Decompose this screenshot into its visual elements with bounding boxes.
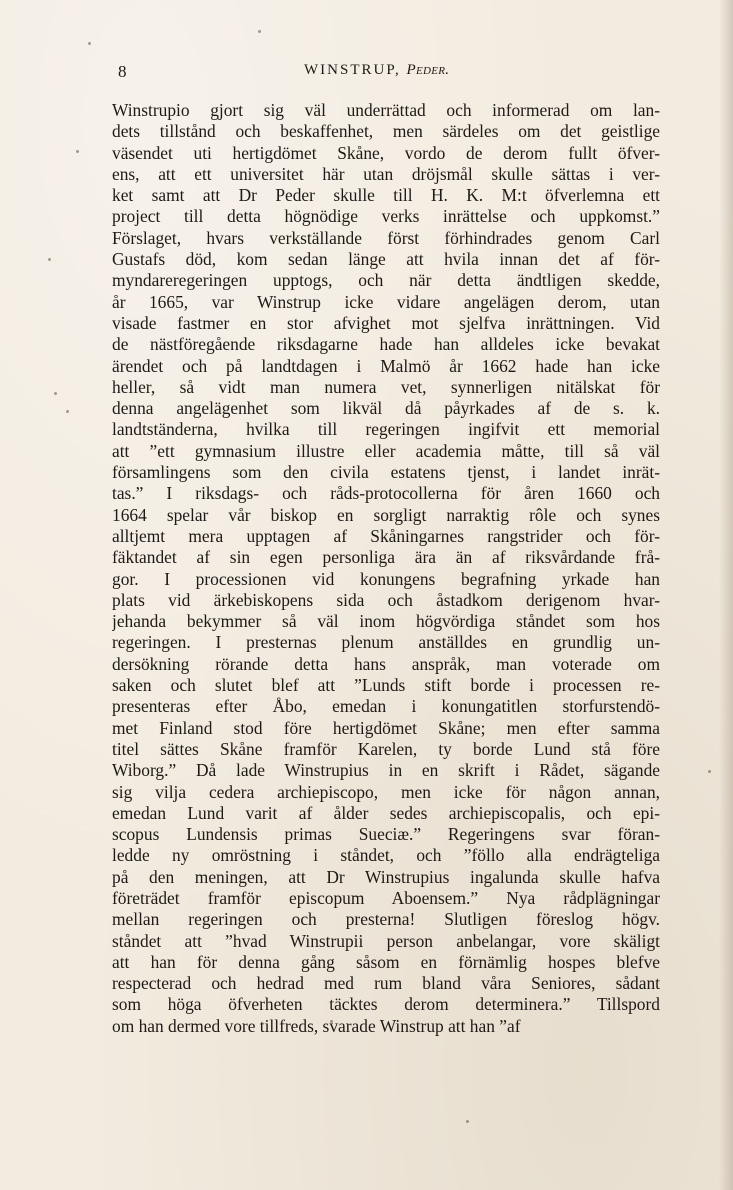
text-line: mellan regeringen och presterna! Slutligen föreslog högv. <box>112 909 660 930</box>
text-line: denna angelägenhet som likväl då påyrkades af de s. k. <box>112 398 660 419</box>
text-line: alltjemt mera upptagen af Skåningarnes rangstrider och för- <box>112 525 660 546</box>
paper-speck <box>48 258 51 261</box>
text-line: regeringen. I presternas plenum anställdes en grundlig un- <box>112 632 660 653</box>
text-line: på den meningen, att Dr Winstrupius ingalunda skulle hafva <box>112 866 660 887</box>
text-line: gor. I processionen vid konungens begrafning yrkade han <box>112 568 660 589</box>
text-line: att ”ett gymnasium illustre eller academia måtte, till så väl <box>112 440 660 461</box>
header-subtitle: Peder. <box>406 62 450 78</box>
text-line: Gustafs död, kom sedan länge att hvila innan det af för- <box>112 249 660 270</box>
paper-speck <box>466 1120 469 1123</box>
text-line: titel sättes Skåne framför Karelen, ty borde Lund stå före <box>112 738 660 759</box>
text-line: dets tillstånd och beskaffenhet, men särdeles om det geistlige <box>112 121 660 142</box>
paper-speck <box>66 410 69 413</box>
text-line: presenteras efter Åbo, emedan i konungatitlen storfurstendö- <box>112 696 660 717</box>
text-line: tas.” I riksdags- och råds-protocollerna för åren 1660 och <box>112 483 660 504</box>
text-line: Winstrupio gjort sig väl underrättad och informerad om lan- <box>112 100 660 120</box>
text-line: år 1665, var Winstrup icke vidare angelägen derom, utan <box>112 291 660 312</box>
text-line: som höga öfverheten täcktes derom determinera.” Tillspord <box>112 994 660 1015</box>
body-text <box>112 100 660 1037</box>
text-line: fäktandet af sin egen personliga ära än af riksvårdande frå- <box>112 547 660 568</box>
text-line: myndareregeringen upptogs, och när detta ändtligen skedde, <box>112 270 660 291</box>
text-line: ståndet att ”hvad Winstrupii person anbelangar, vore skäligt <box>112 930 660 951</box>
text-line: saken och slutet blef att ”Lunds stift borde i processen re- <box>112 675 660 696</box>
paper-speck <box>54 392 57 395</box>
text-line: plats vid ärkebiskopens sida och åstadkom derigenom hvar- <box>112 589 660 610</box>
text-line: heller, så vidt man numera vet, synnerligen nitälskat för <box>112 376 660 397</box>
text-line: project till detta högnödige verks inrättelse och uppkomst.” <box>112 206 660 227</box>
text-line: landtständerna, hvilka till regeringen ingifvit ett memorial <box>112 419 660 440</box>
paper-speck <box>330 1020 333 1023</box>
text-line: visade fastmer en stor afvighet mot sjelfva inrättningen. Vid <box>112 312 660 333</box>
text-line: församlingens som den civila estatens tjenst, i landet inrät- <box>112 462 660 483</box>
text-line: respecterad och hedrad med rum bland våra Seniores, sådant <box>112 973 660 994</box>
text-line: jehanda bekymmer så väl inom högvördiga ståndet som hos <box>112 611 660 632</box>
text-line: emedan Lund varit af ålder sedes archiepiscopalis, och epi- <box>112 802 660 823</box>
text-line: scopus Lundensis primas Sueciæ.” Regeringens svar föran- <box>112 824 660 845</box>
text-line: företrädet framför episcopum Aboensem.” Nya rådplägningar <box>112 887 660 908</box>
text-line: 1664 spelar vår biskop en sorgligt narraktig rôle och synes <box>112 504 660 525</box>
text-line: Förslaget, hvars verkställande först förhindrades genom Carl <box>112 227 660 248</box>
text-line: ärendet och på landtdagen i Malmö år 1662 hade han icke <box>112 355 660 376</box>
text-line: de nästföregående riksdagarne hade han alldeles icke bevakat <box>112 334 660 355</box>
header-title <box>304 62 449 79</box>
text-line: met Finland stod före hertigdömet Skåne; men efter samma <box>112 717 660 738</box>
text-line: om han dermed vore tillfreds, svarade Winstrup att han ”af <box>112 1015 521 1036</box>
paper-speck <box>708 770 711 773</box>
header-name: WINSTRUP, <box>304 62 401 78</box>
paper-speck <box>76 150 79 153</box>
text-line: att han för denna gång såsom en förnämlig hospes blefve <box>112 951 660 972</box>
page-number: 8 <box>118 62 127 81</box>
text-line: väsendet uti hertigdömet Skåne, vordo de derom fullt öfver- <box>112 142 660 163</box>
text-line: Wiborg.” Då lade Winstrupius in en skrift i Rådet, sägande <box>112 760 660 781</box>
text-line: ket samt att Dr Peder skulle till H. K. M:t öfverlemna ett <box>112 185 660 206</box>
page-edge-shadow <box>719 0 733 1190</box>
text-line: sig vilja cedera archiepiscopo, men icke för någon annan, <box>112 781 660 802</box>
paper-speck <box>88 42 91 45</box>
paper-speck <box>258 30 261 33</box>
text-line: dersökning rörande detta hans anspråk, man voterade om <box>112 653 660 674</box>
running-head <box>108 56 668 86</box>
text-line: ens, att ett universitet här utan dröjsmål skulle sättas i ver- <box>112 163 660 184</box>
text-line: ledde ny omröstning i ståndet, och ”föllo alla endrägteliga <box>112 845 660 866</box>
